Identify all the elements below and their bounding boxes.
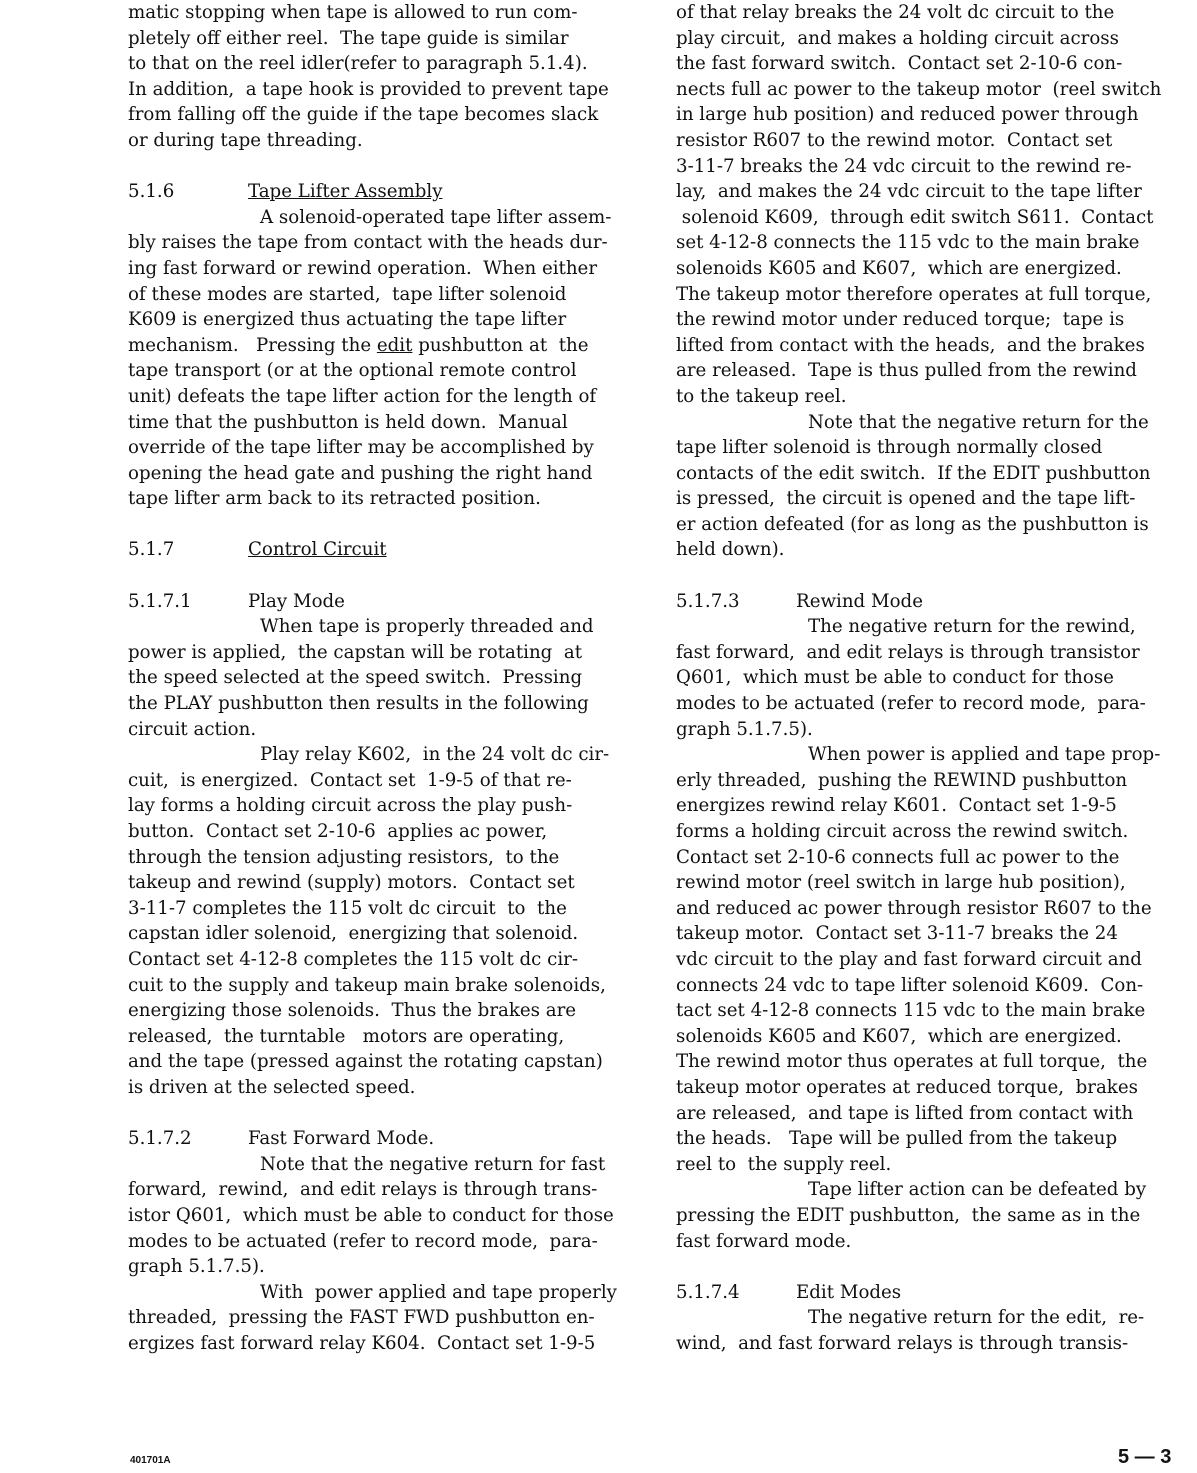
text-line: tape lifter solenoid is through normally closed — [676, 437, 1103, 459]
text-line: is driven at the selected speed. — [128, 1076, 416, 1098]
text-line: opening the head gate and pushing the right hand — [128, 462, 593, 484]
text-line: Q601, which must be able to conduct for those — [676, 667, 1114, 689]
text-line: the rewind motor under reduced torque; tape is — [676, 309, 1125, 331]
text-line: the heads. Tape will be pulled from the takeup — [676, 1128, 1118, 1150]
text-line: modes to be actuated (refer to record mode, para- — [676, 693, 1146, 715]
paragraph — [128, 0, 648, 154]
text-segment: mechanism. Pressing the — [128, 334, 377, 356]
text-line: tape transport (or at the optional remote control — [128, 360, 577, 382]
text-line: released, the turntable motors are operating, — [128, 1025, 565, 1047]
text-line: power is applied, the capstan will be rotating at — [128, 641, 583, 663]
text-line: override of the tape lifter may be accomplished by — [128, 437, 594, 459]
paragraph — [676, 742, 1196, 1177]
section-title: Control Circuit — [248, 539, 387, 561]
section-heading-5-1-6 — [128, 179, 648, 205]
text-line: erly threaded, pushing the REWIND pushbutton — [676, 769, 1128, 791]
text-line: and reduced ac power through resistor R607 to the — [676, 897, 1152, 919]
section-title: Play Mode — [248, 590, 345, 612]
text-line: modes to be actuated (refer to record mode, para- — [128, 1230, 598, 1252]
text-line: takeup motor operates at reduced torque, brakes — [676, 1076, 1138, 1098]
text-line: or during tape threading. — [128, 129, 363, 151]
section-title: Edit Modes — [796, 1281, 902, 1303]
text-line: play circuit, and makes a holding circuit across — [676, 27, 1119, 49]
text-line: K609 is energized thus actuating the tape lifter — [128, 309, 567, 331]
section-number: 5.1.7.3 — [676, 590, 740, 612]
text-line: Contact set 4-12-8 completes the 115 volt dc cir- — [128, 948, 578, 970]
text-line: pressing the EDIT pushbutton, the same as in the — [676, 1204, 1141, 1226]
section-heading-5-1-7-2 — [128, 1126, 648, 1152]
text-line: of these modes are started, tape lifter solenoid — [128, 283, 567, 305]
text-line: vdc circuit to the play and fast forward circuit and — [676, 948, 1142, 970]
text-line: forward, rewind, and edit relays is through trans- — [128, 1179, 598, 1201]
text-line: lay forms a holding circuit across the play push- — [128, 795, 573, 817]
text-line: graph 5.1.7.5). — [676, 718, 813, 740]
text-line: energizes rewind relay K601. Contact set 1-9-5 — [676, 795, 1117, 817]
text-line: fast forward, and edit relays is through transistor — [676, 641, 1140, 663]
text-line: The negative return for the rewind, — [808, 616, 1136, 638]
section-number: 5.1.6 — [128, 181, 175, 203]
text-line: Note that the negative return for the — [808, 411, 1149, 433]
underlined-word: edit — [376, 334, 413, 356]
text-line: A solenoid-operated tape lifter assem- — [260, 206, 612, 228]
text-line: Tape lifter action can be defeated by — [808, 1179, 1147, 1201]
text-line: contacts of the edit switch. If the EDIT pushbutton — [676, 462, 1151, 484]
text-line: and the tape (pressed against the rotating capstan) — [128, 1051, 603, 1073]
paragraph — [676, 1305, 1196, 1356]
paragraph — [128, 205, 648, 512]
text-line: istor Q601, which must be able to conduct for those — [128, 1204, 614, 1226]
page-number: 5 — 3 — [1118, 1446, 1172, 1468]
text-line: lay, and makes the 24 vdc circuit to the tape lifter — [676, 181, 1142, 203]
text-line: takeup motor. Contact set 3-11-7 breaks the 24 — [676, 923, 1118, 945]
section-number: 5.1.7.4 — [676, 1281, 740, 1303]
text-line: reel to the supply reel. — [676, 1153, 892, 1175]
text-line: When tape is properly threaded and — [260, 616, 594, 638]
section-title: Fast Forward Mode. — [248, 1128, 435, 1150]
text-line: solenoid K609, through edit switch S611. Contact — [676, 206, 1154, 228]
text-line: to that on the reel idler(refer to paragraph 5.1.4). — [128, 53, 588, 75]
text-line: wind, and fast forward relays is through transis- — [676, 1332, 1129, 1354]
section-title: Rewind Mode — [796, 590, 923, 612]
text-line: solenoids K605 and K607, which are energized. — [676, 257, 1122, 279]
text-line: in large hub position) and reduced power through — [676, 104, 1139, 126]
text-line: With power applied and tape properly — [260, 1281, 617, 1303]
text-line: Note that the negative return for fast — [260, 1153, 606, 1175]
text-line: tape lifter arm back to its retracted position. — [128, 488, 541, 510]
text-line: nects full ac power to the takeup motor (reel switch — [676, 78, 1162, 100]
section-number: 5.1.7.1 — [128, 590, 192, 612]
text-line: bly raises the tape from contact with the heads dur- — [128, 232, 608, 254]
text-line: forms a holding circuit across the rewind switch. — [676, 821, 1129, 842]
text-segment: pushbutton at the — [412, 334, 589, 356]
section-title: Tape Lifter Assembly — [248, 181, 443, 203]
text-line: takeup and rewind (supply) motors. Contact set — [128, 872, 575, 894]
text-line: The negative return for the edit, re- — [808, 1307, 1145, 1329]
left-column — [128, 0, 648, 1356]
text-line: the fast forward switch. Contact set 2-10-6 con- — [676, 53, 1123, 75]
text-line: When power is applied and tape prop- — [808, 744, 1161, 766]
text-line: through the tension adjusting resistors, to the — [128, 846, 560, 868]
text-line: er action defeated (for as long as the pushbutton is — [676, 513, 1149, 535]
section-number: 5.1.7.2 — [128, 1128, 192, 1150]
document-code: 401701A — [130, 1455, 171, 1466]
section-heading-5-1-7-4 — [676, 1280, 1196, 1306]
text-line: unit) defeats the tape lifter action for the length of — [128, 385, 597, 407]
paragraph — [676, 614, 1196, 742]
text-line: are released, and tape is lifted from contact with — [676, 1102, 1134, 1124]
text-line: of that relay breaks the 24 volt dc circuit to the — [676, 2, 1115, 23]
paragraph — [128, 1152, 648, 1280]
text-line: ergizes fast forward relay K604. Contact set 1-9-5 — [128, 1332, 596, 1354]
section-heading-5-1-7 — [128, 537, 648, 563]
section-heading-5-1-7-3 — [676, 589, 1196, 615]
text-line: The takeup motor therefore operates at full torque, — [676, 283, 1152, 305]
text-line: from falling off the guide if the tape becomes slack — [128, 104, 599, 126]
text-line: Play relay K602, in the 24 volt dc cir- — [260, 744, 610, 766]
text-line: The rewind motor thus operates at full torque, the — [676, 1051, 1148, 1073]
text-line: circuit action. — [128, 718, 257, 740]
text-line: 3-11-7 breaks the 24 vdc circuit to the rewind re- — [676, 155, 1132, 177]
text-line: set 4-12-8 connects the 115 vdc to the main brake — [676, 232, 1140, 254]
text-line: is pressed, the circuit is opened and the tape lift- — [676, 488, 1136, 510]
text-line: graph 5.1.7.5). — [128, 1256, 265, 1278]
text-line: cuit to the supply and takeup main brake solenoids, — [128, 974, 606, 996]
text-line: resistor R607 to the rewind motor. Contact set — [676, 129, 1113, 151]
text-line: Contact set 2-10-6 connects full ac power to the — [676, 846, 1120, 868]
paragraph — [676, 0, 1196, 410]
text-line: time that the pushbutton is held down. Manual — [128, 411, 568, 433]
paragraph — [676, 1177, 1196, 1254]
text-line: the speed selected at the speed switch. Pressing — [128, 667, 583, 689]
text-line: are released. Tape is thus pulled from the rewind — [676, 360, 1137, 382]
paragraph — [128, 614, 648, 742]
text-line: solenoids K605 and K607, which are energized. — [676, 1025, 1122, 1047]
paragraph — [128, 1280, 648, 1357]
text-line — [128, 333, 648, 359]
text-line: cuit, is energized. Contact set 1-9-5 of that re- — [128, 769, 572, 791]
text-line: fast forward mode. — [676, 1230, 852, 1252]
text-line: matic stopping when tape is allowed to run com- — [128, 2, 578, 23]
text-line: threaded, pressing the FAST FWD pushbutton en- — [128, 1307, 595, 1329]
text-line: held down). — [676, 539, 785, 561]
right-column — [676, 0, 1196, 1356]
text-line: to the takeup reel. — [676, 385, 847, 407]
paragraph — [676, 410, 1196, 564]
text-line: the PLAY pushbutton then results in the following — [128, 693, 589, 715]
text-line: capstan idler solenoid, energizing that solenoid. — [128, 923, 579, 945]
text-line: pletely off either reel. The tape guide is similar — [128, 27, 569, 49]
text-line: In addition, a tape hook is provided to prevent tape — [128, 78, 609, 100]
text-line: rewind motor (reel switch in large hub position), — [676, 872, 1126, 894]
text-line: ing fast forward or rewind operation. When either — [128, 257, 598, 279]
text-line: energizing those solenoids. Thus the brakes are — [128, 1000, 577, 1022]
paragraph — [128, 742, 648, 1100]
section-heading-5-1-7-1 — [128, 589, 648, 615]
section-number: 5.1.7 — [128, 539, 175, 561]
text-line: tact set 4-12-8 connects 115 vdc to the main brake — [676, 1000, 1146, 1022]
text-line: 3-11-7 completes the 115 volt dc circuit to the — [128, 897, 567, 919]
text-line: lifted from contact with the heads, and the brakes — [676, 334, 1145, 356]
text-line: button. Contact set 2-10-6 applies ac power, — [128, 821, 548, 842]
text-line: connects 24 vdc to tape lifter solenoid K609. Con- — [676, 974, 1144, 996]
